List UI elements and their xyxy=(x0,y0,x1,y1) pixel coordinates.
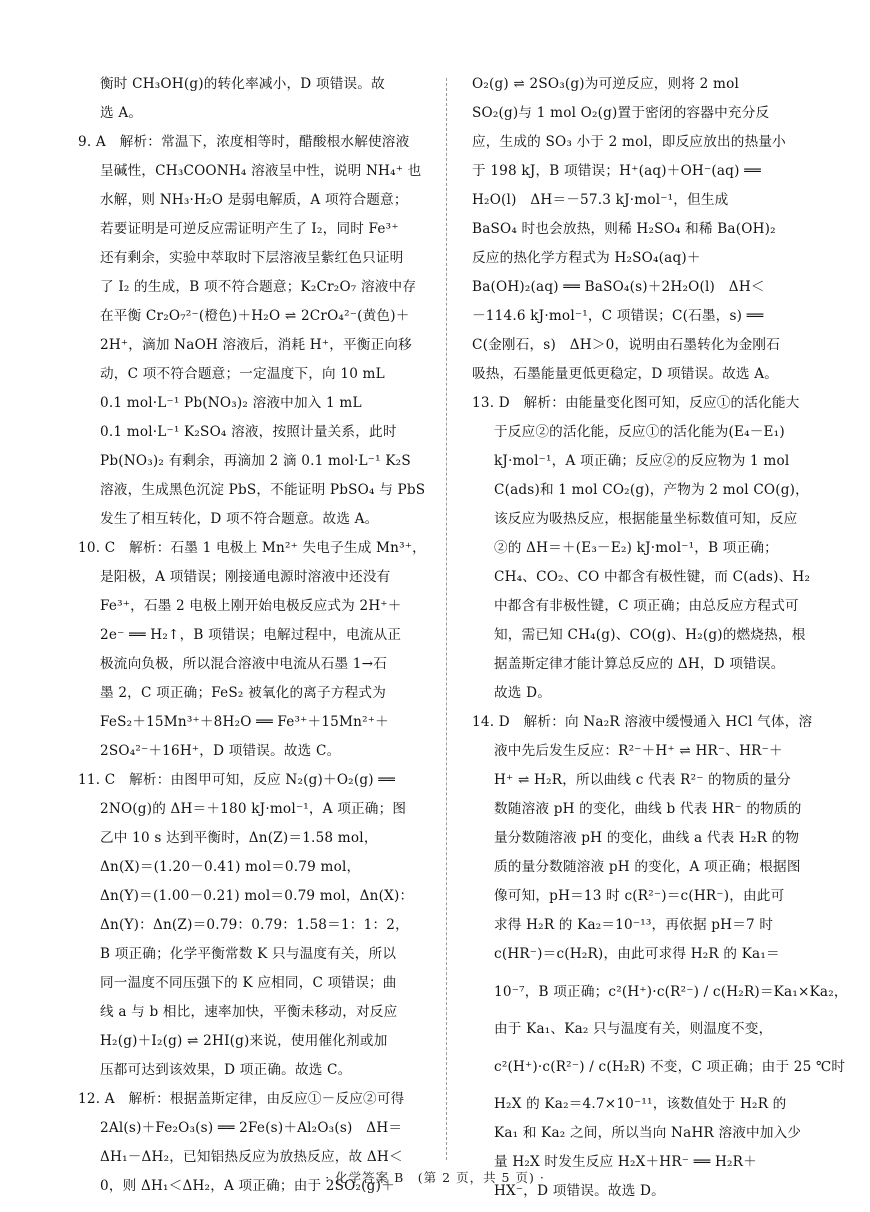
right-column-line: c²(H⁺)·c(R²⁻) / c(H₂R) 不变，C 项正确；由于 25 ℃时 xyxy=(494,1059,846,1075)
left-column-line: 是阳极，A 项错误；刚接通电源时溶液中还没有 xyxy=(100,569,391,585)
left-column-line: 动，C 项不符合题意；一定温度下，向 10 mL xyxy=(100,366,385,382)
right-column-line: 吸热，石墨能量更低更稳定，D 项错误。故选 A。 xyxy=(472,366,779,382)
left-column-line: 溶液，生成黑色沉淀 PbS，不能证明 PbSO₄ 与 PbS xyxy=(100,482,426,498)
left-column-line: 12. A 解析：根据盖斯定律，由反应①－反应②可得 xyxy=(78,1091,405,1107)
right-column-line: C(ads)和 1 mol CO₂(g)，产物为 2 mol CO(g)， xyxy=(494,482,809,498)
left-column-line: 2Al(s)＋Fe₂O₃(s) ══ 2Fe(s)＋Al₂O₃(s) ΔH＝ xyxy=(100,1120,403,1136)
right-column-line: CH₄、CO₂、CO 中都含有极性键，而 C(ads)、H₂ xyxy=(494,569,811,585)
right-column-line: 求得 H₂R 的 Ka₂＝10⁻¹³，再依据 pH＝7 时 xyxy=(494,917,774,933)
left-column-line: 线 a 与 b 相比，速率加快，平衡未移动，对反应 xyxy=(100,1004,398,1020)
right-column-line: 像可知，pH＝13 时 c(R²⁻)＝c(HR⁻)，由此可 xyxy=(494,888,785,904)
right-column-line: H₂O(l) ΔH＝－57.3 kJ·mol⁻¹，但生成 xyxy=(472,192,729,208)
right-column-line: Ka₁ 和 Ka₂ 之间，所以当向 NaHR 溶液中加入少 xyxy=(494,1125,802,1141)
left-column-line: 2e⁻ ══ H₂↑，B 项错误；电解过程中，电流从正 xyxy=(100,627,402,643)
right-column-line: 于反应②的活化能，反应①的活化能为(E₄－E₁) xyxy=(494,424,785,440)
left-column-line: 墨 2，C 项正确；FeS₂ 被氧化的离子方程式为 xyxy=(100,685,387,701)
left-column-line: B 项正确；化学平衡常数 K 只与温度有关，所以 xyxy=(100,946,397,962)
right-column-line: 该反应为吸热反应，根据能量坐标数值可知，反应 xyxy=(494,511,798,527)
left-column-line: 水解，则 NH₃·H₂O 是弱电解质，A 项符合题意； xyxy=(100,192,408,208)
left-column-line: 衡时 CH₃OH(g)的转化率减小，D 项错误。故 xyxy=(100,76,385,92)
right-column-line: BaSO₄ 时也会放热，则稀 H₂SO₄ 和稀 Ba(OH)₂ xyxy=(472,221,776,237)
page-footer: · 化学答案 B (第 2 页，共 5 页) · xyxy=(325,1170,545,1185)
right-column-line: 于 198 kJ，B 项错误；H⁺(aq)＋OH⁻(aq) ══ xyxy=(472,163,761,179)
right-column-line: ②的 ΔH＝＋(E₃－E₂) kJ·mol⁻¹，B 项正确； xyxy=(494,540,778,556)
right-column-line: 14. D 解析：向 Na₂R 溶液中缓慢通入 HCl 气体，溶 xyxy=(472,714,813,730)
left-column xyxy=(78,70,426,1201)
right-column-line: 应，生成的 SO₃ 小于 2 mol，即反应放出的热量小 xyxy=(472,134,786,150)
right-column-line: H₂X 的 Ka₂＝4.7×10⁻¹¹，该数值处于 H₂R 的 xyxy=(494,1096,787,1112)
left-column-line: ΔH₁－ΔH₂，已知铝热反应为放热反应，故 ΔH＜ xyxy=(100,1149,403,1165)
right-column xyxy=(472,70,848,1206)
left-column-line: 2SO₄²⁻＋16H⁺，D 项错误。故选 C。 xyxy=(100,743,341,759)
column-divider xyxy=(446,78,447,1160)
left-column-line: 极流向负极，所以混合溶液中电流从石墨 1→石 xyxy=(100,656,388,672)
left-column-line: 选 A。 xyxy=(100,105,143,121)
right-column-line: 知，需已知 CH₄(g)、CO(g)、H₂(g)的燃烧热，根 xyxy=(494,627,806,643)
left-column-line: 10. C 解析：石墨 1 电极上 Mn²⁺ 失电子生成 Mn³⁺， xyxy=(78,540,426,556)
left-column-line: 呈碱性，CH₃COONH₄ 溶液呈中性，说明 NH₄⁺ 也 xyxy=(100,163,422,179)
right-column-line: kJ·mol⁻¹，A 项正确；反应②的反应物为 1 mol xyxy=(494,453,790,469)
right-column-line: 据盖斯定律才能计算总反应的 ΔH，D 项错误。 xyxy=(494,656,785,672)
right-column-line: 液中先后发生反应：R²⁻＋H⁺ ⇌ HR⁻、HR⁻＋ xyxy=(494,743,783,759)
left-column-line: 乙中 10 s 达到平衡时，Δn(Z)＝1.58 mol， xyxy=(100,830,378,846)
right-column-line: 质的量分数随溶液 pH 的变化，A 项正确；根据图 xyxy=(494,859,801,875)
right-column-line: 量 H₂X 时发生反应 H₂X＋HR⁻ ══ H₂R＋ xyxy=(494,1154,757,1170)
right-column-line: O₂(g) ⇌ 2SO₃(g)为可逆反应，则将 2 mol xyxy=(472,76,740,92)
right-column-line: C(金刚石，s) ΔH＞0，说明由石墨转化为金刚石 xyxy=(472,337,780,353)
right-column-line: －114.6 kJ·mol⁻¹，C 项错误；C(石墨，s) ══ xyxy=(472,308,764,324)
left-column-line: Δn(Y)＝(1.00－0.21) mol＝0.79 mol，Δn(X)： xyxy=(100,888,414,904)
right-column-line: H⁺ ⇌ H₂R，所以曲线 c 代表 R²⁻ 的物质的量分 xyxy=(494,772,791,788)
left-column-line: 发生了相互转化，D 项不符合题意。故选 A。 xyxy=(100,511,379,527)
left-column-line: 11. C 解析：由图甲可知，反应 N₂(g)＋O₂(g) ══ xyxy=(78,772,396,788)
left-column-line: 还有剩余，实验中萃取时下层溶液呈紫红色只证明 xyxy=(100,250,404,266)
right-column-line: 故选 D。 xyxy=(494,685,552,701)
left-column-line: 若要证明是可逆反应需证明产生了 I₂，同时 Fe³⁺ xyxy=(100,221,399,237)
right-column-line: 中都含有非极性键，C 项正确；由总反应方程式可 xyxy=(494,598,799,614)
right-column-line: 由于 Ka₁、Ka₂ 只与温度有关，则温度不变， xyxy=(494,1021,773,1037)
right-column-line: 10⁻⁷，B 项正确；c²(H⁺)·c(R²⁻) / c(H₂R)＝Ka₁×Ka₂， xyxy=(494,984,848,1000)
left-column-line: Δn(X)＝(1.20－0.41) mol＝0.79 mol， xyxy=(100,859,361,875)
right-column-line: SO₂(g)与 1 mol O₂(g)置于密闭的容器中充分反 xyxy=(472,105,770,121)
right-column-line: 反应的热化学方程式为 H₂SO₄(aq)＋ xyxy=(472,250,701,266)
left-column-line: Fe³⁺，石墨 2 电极上刚开始电极反应式为 2H⁺＋ xyxy=(100,598,402,614)
left-column-line: 了 I₂ 的生成，B 项不符合题意；K₂Cr₂O₇ 溶液中存 xyxy=(100,279,417,295)
left-column-line: 压都可达到该效果，D 项正确。故选 C。 xyxy=(100,1062,352,1078)
left-column-line: 2H⁺，滴加 NaOH 溶液后，消耗 H⁺，平衡正向移 xyxy=(100,337,412,353)
right-column-line: Ba(OH)₂(aq) ══ BaSO₄(s)＋2H₂O(l) ΔH＜ xyxy=(472,279,765,295)
left-column-line: 9. A 解析：常温下，浓度相等时，醋酸根水解使溶液 xyxy=(78,134,410,150)
left-column-line: 0.1 mol·L⁻¹ Pb(NO₃)₂ 溶液中加入 1 mL xyxy=(100,395,362,411)
left-column-line: 同一温度不同压强下的 K 应相同，C 项错误；曲 xyxy=(100,975,397,991)
left-column-line: FeS₂＋15Mn³⁺＋8H₂O ══ Fe³⁺＋15Mn²⁺＋ xyxy=(100,714,389,730)
left-column-line: Pb(NO₃)₂ 有剩余，再滴加 2 滴 0.1 mol·L⁻¹ K₂S xyxy=(100,453,411,469)
right-column-line: 13. D 解析：由能量变化图可知，反应①的活化能大 xyxy=(472,395,800,411)
left-column-line: 2NO(g)的 ΔH＝＋180 kJ·mol⁻¹，A 项正确；图 xyxy=(100,801,407,817)
right-column-line: HX⁻，D 项错误。故选 D。 xyxy=(494,1183,665,1199)
right-column-line: 量分数随溶液 pH 的变化，曲线 a 代表 H₂R 的物 xyxy=(494,830,800,846)
left-column-line: 在平衡 Cr₂O₇²⁻(橙色)＋H₂O ⇌ 2CrO₄²⁻(黄色)＋ xyxy=(100,308,410,324)
left-column-line: 0.1 mol·L⁻¹ K₂SO₄ 溶液，按照计量关系，此时 xyxy=(100,424,397,440)
right-column-line: c(HR⁻)＝c(H₂R)，由此可求得 H₂R 的 Ka₁＝ xyxy=(494,946,780,962)
left-column-line: H₂(g)＋I₂(g) ⇌ 2HI(g)来说，使用催化剂或加 xyxy=(100,1033,388,1049)
left-column-line: 0，则 ΔH₁＜ΔH₂，A 项正确；由于 2SO₂(g)＋ xyxy=(100,1178,395,1194)
right-column-line: 数随溶液 pH 的变化，曲线 b 代表 HR⁻ 的物质的 xyxy=(494,801,802,817)
left-column-line: Δn(Y)：Δn(Z)＝0.79：0.79：1.58＝1：1：2， xyxy=(100,917,409,933)
